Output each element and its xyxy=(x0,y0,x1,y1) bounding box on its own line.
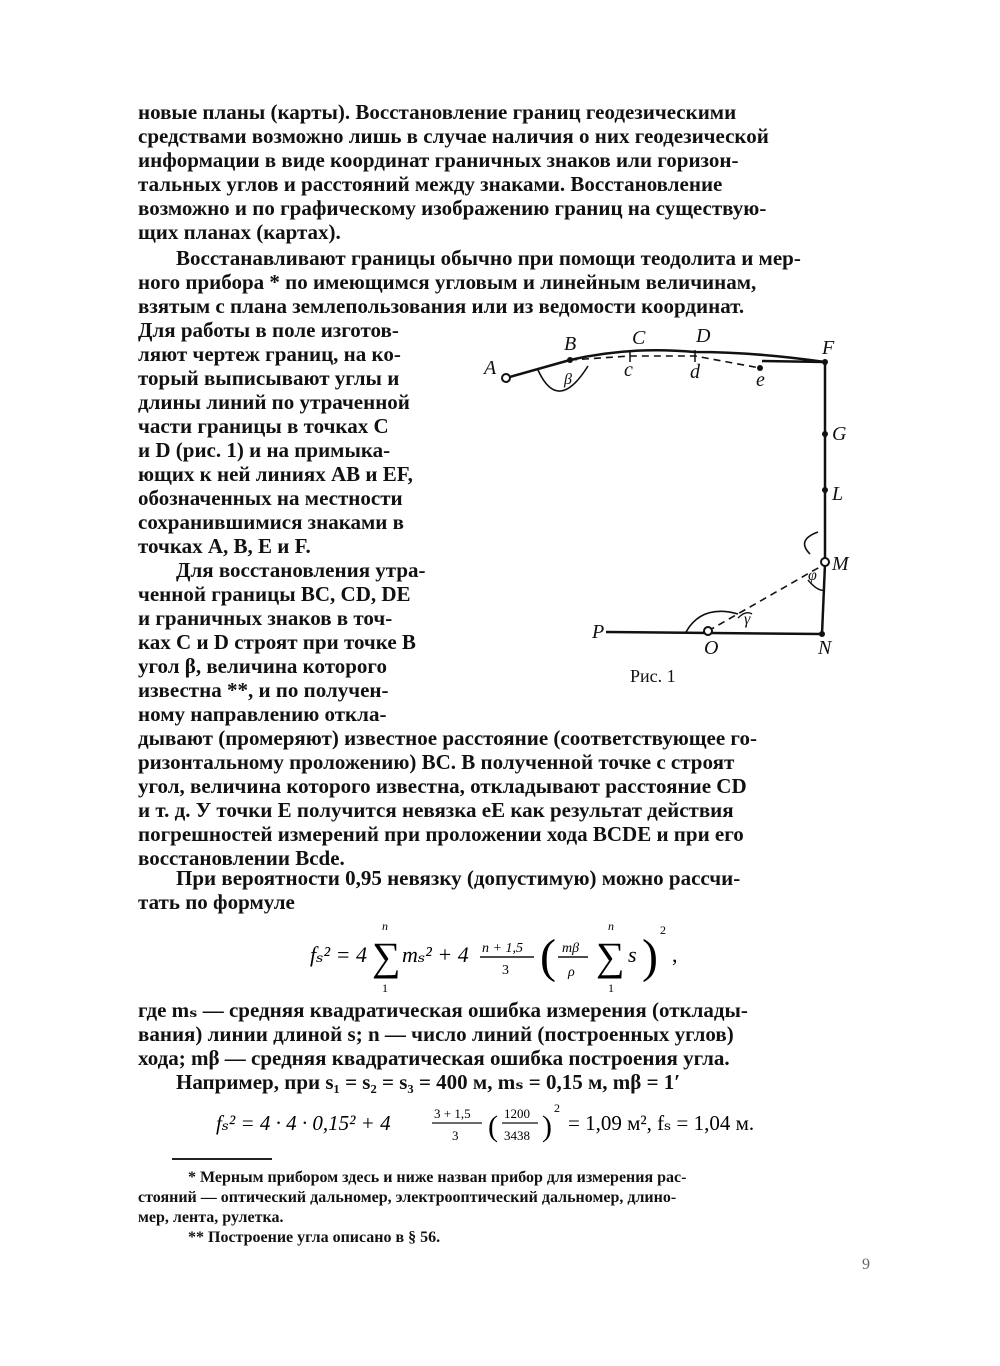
point-m-marker xyxy=(821,558,829,566)
footnote-line: * Мерным прибором здесь и ниже назван прибор для измерения рас- xyxy=(188,1169,687,1186)
page-number: 9 xyxy=(862,1256,870,1273)
point-l-marker xyxy=(822,487,828,493)
point-b-marker xyxy=(567,357,573,363)
label-m: M xyxy=(832,553,849,575)
text-line: Например, при s₁ = s₂ = s₃ = 400 м, mₛ = 0,15 м, mβ = 1′ xyxy=(176,1070,681,1094)
point-a-marker xyxy=(502,374,510,382)
formula-1-sum2-body: s xyxy=(628,942,637,967)
figure-caption: Рис. 1 xyxy=(630,666,676,686)
text-line: угол, величина которого известна, откладывают расстояние CD xyxy=(138,774,747,798)
paragraph-6 xyxy=(138,998,862,1070)
text-line: информации в виде координат граничных знаков или горизон- xyxy=(138,148,739,172)
formula-1-frac-den: 3 xyxy=(502,963,509,978)
text-line: тать по формуле xyxy=(138,890,295,914)
formula-1-sum2-bottom: 1 xyxy=(608,981,614,995)
text-line: ного прибора * по имеющимся угловым и линейным величинам, xyxy=(138,270,757,294)
left-paren-icon: ( xyxy=(540,930,556,983)
text-line: обозначенных на местности xyxy=(138,486,403,510)
text-line: ках C и D строят при точке B xyxy=(138,630,416,654)
boundary-line-ab xyxy=(506,360,570,378)
formula-1-lhs: fₛ² = 4 xyxy=(310,942,367,967)
label-o: O xyxy=(704,637,719,659)
footnote-divider xyxy=(172,1158,272,1160)
left-paren-icon: ( xyxy=(488,1110,498,1143)
paragraph-7 xyxy=(138,1070,862,1094)
restored-traverse xyxy=(570,356,760,368)
text-line: ризонтальному проложению) BC. В полученной точке c строят xyxy=(138,750,735,774)
figure-1-diagram xyxy=(480,318,870,698)
paragraph-4 xyxy=(138,558,460,726)
label-beta: β xyxy=(564,371,572,388)
paragraph-3 xyxy=(138,318,460,558)
label-a: A xyxy=(484,357,497,379)
text-line: средствами возможно лишь в случае наличия о них геодезической xyxy=(138,124,769,148)
label-p: P xyxy=(592,621,605,643)
text-line: ляют чертеж границ, на ко- xyxy=(138,342,401,366)
point-f-marker xyxy=(822,359,828,365)
label-g: G xyxy=(832,423,847,445)
text-line: и граничных знаков в точ- xyxy=(138,606,393,630)
footnote-1 xyxy=(138,1168,862,1228)
text-line: возможно и по графическому изображению границ на существую- xyxy=(138,196,767,220)
text-line: части границы в точках C xyxy=(138,414,389,438)
text-line: При вероятности 0,95 невязку (допустимую) можно рассчи- xyxy=(176,866,741,890)
label-gamma: γ xyxy=(744,611,751,628)
label-e: e xyxy=(756,369,765,391)
formula-2-result: = 1,09 м², fₛ = 1,04 м. xyxy=(568,1111,755,1135)
text-line: взятым с плана землепользования или из ведомости координат. xyxy=(138,294,745,318)
sigma-icon: ∑ xyxy=(372,934,401,979)
label-c-lower: c xyxy=(624,359,633,381)
label-b: B xyxy=(564,333,577,355)
formula-1-sum1-top: n xyxy=(382,919,388,933)
text-line: известна **, и по получен- xyxy=(138,678,389,702)
formula-2-frac-den: 3 xyxy=(452,1128,459,1143)
paragraph-5 xyxy=(138,866,862,914)
label-d-upper: D xyxy=(696,325,711,347)
formula-2-frac-num: 3 + 1,5 xyxy=(434,1106,471,1121)
boundary-line-pn xyxy=(606,632,822,634)
text-line: восстановлении Bcde. xyxy=(138,846,345,870)
text-line: Восстанавливают границы обычно при помощи теодолита и мер- xyxy=(176,246,801,270)
label-n: N xyxy=(818,637,832,659)
formula-1-exponent: 2 xyxy=(660,923,666,937)
paragraph-4-continued xyxy=(138,726,862,870)
text-line: щих планах (картах). xyxy=(138,220,341,244)
point-o-marker xyxy=(704,627,712,635)
label-phi: φ xyxy=(808,567,817,584)
text-line: Для восстановления утра- xyxy=(176,558,426,582)
text-line: точках A, B, E и F. xyxy=(138,534,311,558)
formula-2-inner-num: 1200 xyxy=(504,1106,530,1121)
text-line: погрешностей измерений при проложении хода BCDE и при его xyxy=(138,822,744,846)
formula-1-frac-num: n + 1,5 xyxy=(482,941,523,956)
paragraph-2 xyxy=(138,246,862,318)
formula-1-sum1-bottom: 1 xyxy=(382,981,388,995)
right-paren-icon: ) xyxy=(642,930,658,983)
footnote-line: стояний — оптический дальномер, электрооптический дальномер, длино- xyxy=(138,1189,677,1206)
label-f: F xyxy=(822,337,835,359)
formula-1-sum2-top: n xyxy=(608,919,614,933)
angle-arc-beta xyxy=(538,366,588,391)
formula-2 xyxy=(212,1098,832,1150)
formula-2-lhs: fₛ² = 4 · 4 · 0,15² + 4 xyxy=(216,1111,391,1135)
sigma-icon: ∑ xyxy=(596,934,625,979)
formula-2-inner-den: 3438 xyxy=(504,1128,530,1143)
text-line: где mₛ — средняя квадратическая ошибка измерения (отклады- xyxy=(138,998,748,1022)
formula-1-inner-num: mβ xyxy=(562,941,580,956)
text-line: и D (рис. 1) и на примыка- xyxy=(138,438,391,462)
right-paren-icon: ) xyxy=(542,1110,552,1143)
text-line: длины линий по утраченной xyxy=(138,390,410,414)
label-d-lower: d xyxy=(690,361,700,383)
text-line: ному направлению откла- xyxy=(138,702,387,726)
formula-1-tail: , xyxy=(672,942,678,967)
formula-1-sum1-body: mₛ² + 4 xyxy=(402,942,469,967)
text-line: Для работы в поле изготов- xyxy=(138,318,399,342)
text-line: сохранившимися знаками в xyxy=(138,510,404,534)
text-line: ченной границы BC, CD, DE xyxy=(138,582,411,606)
point-g-marker xyxy=(822,431,828,437)
formula-2-exponent: 2 xyxy=(554,1101,560,1115)
angle-arc-m xyxy=(805,532,818,554)
text-line: и т. д. У точки E получится невязка eE как результат действия xyxy=(138,798,734,822)
text-line: ющих к ней линиях AB и EF, xyxy=(138,462,413,486)
text-line: угол β, величина которого xyxy=(138,654,387,678)
label-c-upper: C xyxy=(632,327,646,349)
text-line: вания) линии длиной s; n — число линий (построенных углов) xyxy=(138,1022,734,1046)
text-line: торый выписывают углы и xyxy=(138,366,400,390)
text-line: новые планы (карты). Восстановление границ геодезическими xyxy=(138,100,737,124)
boundary-line-mn xyxy=(822,564,825,634)
label-l: L xyxy=(832,483,844,505)
footnote-line: мер, лента, рулетка. xyxy=(138,1209,284,1226)
footnote-line: ** Построение угла описано в § 56. xyxy=(188,1229,441,1246)
text-line: тальных углов и расстояний между знаками. Восстановление xyxy=(138,172,723,196)
formula-1 xyxy=(300,918,720,996)
text-line: дывают (промеряют) известное расстояние (соответствующее го- xyxy=(138,726,757,750)
paragraph-1 xyxy=(138,100,862,244)
boundary-line-fe xyxy=(762,361,825,362)
formula-1-inner-den: ρ xyxy=(568,965,575,980)
text-line: хода; mβ — средняя квадратическая ошибка построения угла. xyxy=(138,1046,730,1070)
footnote-2 xyxy=(188,1228,788,1248)
